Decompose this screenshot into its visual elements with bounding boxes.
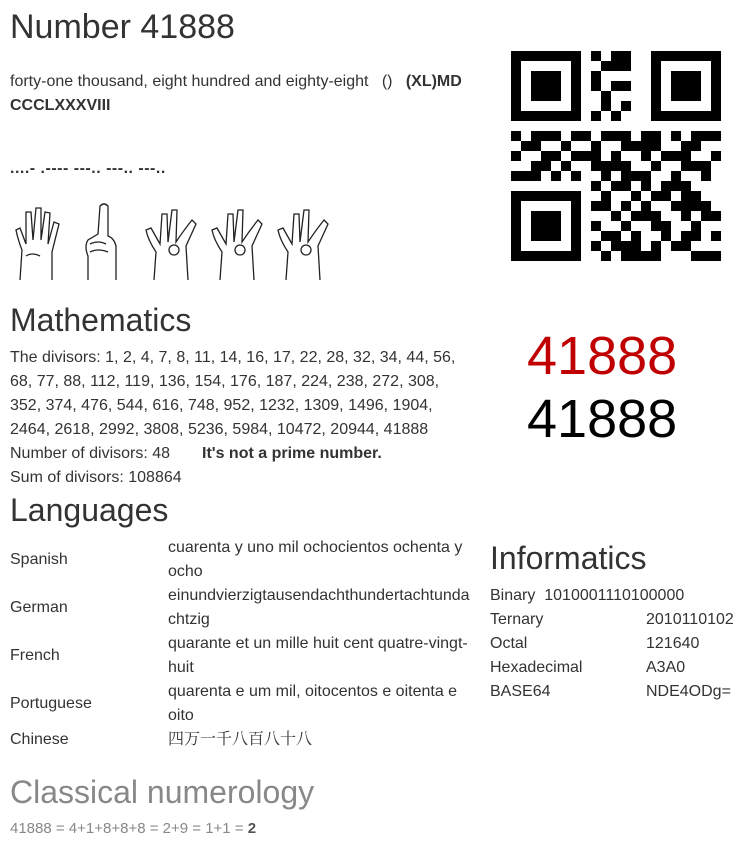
informatics-value: 121640 [646, 635, 700, 652]
divisors-values: 1, 2, 4, 7, 8, 11, 14, 16, 17, 22, 28, 32, 34, 44, 56, 68, 77, 88, 112, 119, 136, 154, 176, 187, 224, 238, 272, 308, 352, 374, 476, 544, 616, 748, 952, 1232, 1309, 1496, 1904, 2464, 2618, 2992, 3808, 5236, 5984, 10472, 20944, 41888 [10, 349, 456, 438]
informatics-row [490, 632, 734, 656]
informatics-name: Binary [490, 587, 536, 604]
informatics-value: A3A0 [646, 659, 686, 676]
language-row [10, 632, 473, 680]
divisor-sum: Sum of divisors: 108864 [10, 469, 182, 486]
hand-one-icon [86, 204, 116, 280]
informatics-table [490, 584, 734, 704]
language-row [10, 536, 473, 584]
divisor-count: Number of divisors: 48 [10, 445, 171, 462]
language-text: einundvierzigtausendachthundertachtundachtzig [168, 587, 470, 628]
language-text: 四万一千八百八十八 [168, 731, 313, 748]
informatics-name: Ternary [490, 611, 544, 628]
numerology-expression: 41888 = 4+1+8+8+8 = 2+9 = 1+1 = [10, 820, 244, 837]
number-in-words [10, 70, 480, 118]
language-row [10, 728, 473, 752]
morse-code: ....- .---- ---.. ---.. ---.. [10, 160, 166, 177]
hand-eight-icon [146, 210, 196, 280]
language-name: Spanish [10, 551, 68, 568]
informatics-name: Octal [490, 635, 528, 652]
informatics-name: Hexadecimal [490, 659, 583, 676]
hand-eight-icon [212, 210, 262, 280]
numerology-heading: Classical numerology [10, 774, 315, 810]
informatics-row [490, 608, 734, 632]
words-paren: () [381, 73, 393, 90]
mathematics-heading: Mathematics [10, 302, 192, 338]
sign-language-hands [12, 200, 342, 282]
words-text: forty-one thousand, eight hundred and eighty-eight [10, 73, 369, 90]
number-display-red: 41888 [527, 326, 678, 386]
informatics-name: BASE64 [490, 683, 551, 700]
page-title: Number 41888 [10, 8, 235, 46]
language-name: Chinese [10, 731, 69, 748]
languages-table [10, 536, 473, 752]
prime-status: It's not a prime number. [202, 445, 382, 462]
informatics-row [490, 680, 734, 704]
qr-code-image [511, 51, 721, 261]
informatics-row [490, 584, 734, 608]
language-name: French [10, 647, 60, 664]
language-row [10, 584, 473, 632]
divisors-label: The divisors: [10, 349, 101, 366]
language-text: cuarenta y uno mil ochocientos ochenta y ocho [168, 539, 463, 580]
informatics-row [490, 656, 734, 680]
language-row [10, 680, 473, 728]
hand-eight-icon [278, 210, 328, 280]
roman-numeral: (XL)MD CCCLXXXVIII [10, 73, 462, 114]
number-display-black: 41888 [527, 389, 678, 449]
numerology-formula [10, 820, 256, 837]
numerology-result: 2 [247, 820, 257, 837]
informatics-heading: Informatics [490, 540, 647, 576]
language-text: quarante et un mille huit cent quatre-vingt-huit [168, 635, 468, 676]
informatics-value: 2010110102 [646, 611, 734, 628]
language-text: quarenta e um mil, oitocentos e oitenta e oito [168, 683, 458, 724]
languages-heading: Languages [10, 492, 169, 528]
hand-four-icon [16, 208, 59, 280]
informatics-value: 1010001110100000 [544, 587, 685, 604]
language-name: German [10, 599, 68, 616]
informatics-value: NDE4ODg= [646, 683, 731, 700]
language-name: Portuguese [10, 695, 92, 712]
divisors-list [10, 346, 470, 442]
